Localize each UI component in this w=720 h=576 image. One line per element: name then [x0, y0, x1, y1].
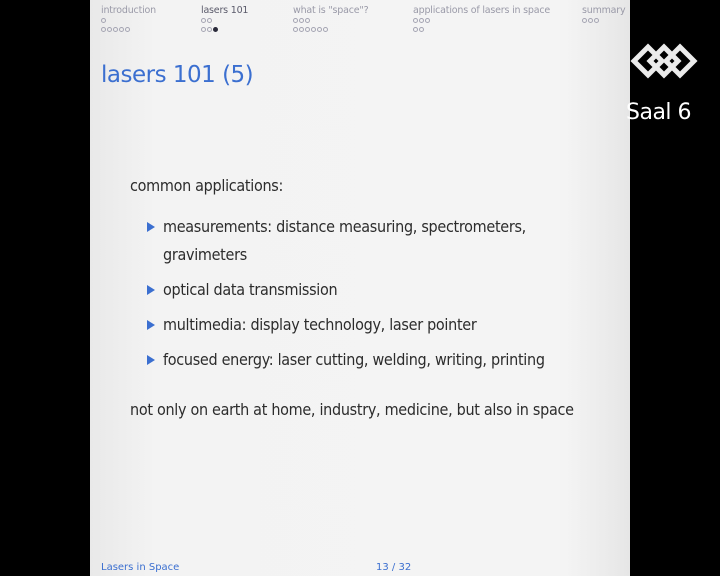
frame-dot[interactable] [305, 18, 310, 23]
nav-dots [201, 16, 248, 34]
nav-section-title: summary [582, 5, 626, 16]
bullet-list [130, 213, 610, 374]
bullet-triangle-icon [147, 355, 155, 365]
nav-dots [293, 16, 368, 34]
frame-dot[interactable] [594, 18, 599, 23]
bullet-triangle-icon [147, 320, 155, 330]
frame-dot[interactable] [317, 27, 322, 32]
nav-section-summary[interactable] [582, 5, 625, 25]
frame-dot[interactable] [425, 18, 430, 23]
nav-section-title: introduction [101, 5, 156, 16]
frame-dot[interactable] [293, 27, 298, 32]
frame-dot[interactable] [311, 27, 316, 32]
frame-dot[interactable] [207, 18, 212, 23]
nav-section-title: applications of lasers in space [413, 5, 551, 16]
list-item-text: multimedia: display technology, laser pointer [163, 315, 477, 334]
frame-dot[interactable] [101, 18, 106, 23]
room-label: Saal 6 [626, 100, 692, 125]
nav-section-lasers-101[interactable] [201, 5, 248, 34]
slide-body [130, 176, 610, 419]
frame-dot[interactable] [201, 18, 206, 23]
frame-dot[interactable] [293, 18, 298, 23]
frame-dot[interactable] [125, 27, 130, 32]
closing-text: not only on earth at home, industry, medicine, but also in space [130, 400, 574, 419]
nav-section-introduction[interactable] [101, 5, 156, 34]
frame-dot[interactable] [207, 27, 212, 32]
list-item [147, 346, 610, 374]
frame-dot[interactable] [413, 27, 418, 32]
frame-dot[interactable] [419, 18, 424, 23]
frame-dot[interactable] [299, 27, 304, 32]
slide [90, 0, 630, 576]
list-item [147, 311, 610, 339]
nav-section-title: lasers 101 [201, 5, 249, 16]
bullet-triangle-icon [147, 285, 155, 295]
nav-dots [413, 16, 550, 34]
frame-dot[interactable] [201, 27, 206, 32]
current-frame-dot[interactable] [213, 27, 218, 32]
frame-dot[interactable] [119, 27, 124, 32]
frame-dot[interactable] [113, 27, 118, 32]
section-navigation [90, 0, 630, 48]
nav-section-what-is-space[interactable] [293, 5, 368, 34]
bullet-triangle-icon [147, 222, 155, 232]
frame-dot[interactable] [419, 27, 424, 32]
slide-title: lasers 101 (5) [101, 62, 254, 88]
nav-section-applications[interactable] [413, 5, 550, 34]
list-item-text: focused energy: laser cutting, welding, writing, printing [163, 350, 545, 369]
nav-dots [101, 16, 156, 34]
frame-dot[interactable] [323, 27, 328, 32]
ccc-logo-icon [630, 28, 698, 94]
frame-dot[interactable] [101, 27, 106, 32]
frame-dot[interactable] [299, 18, 304, 23]
frame-dot[interactable] [305, 27, 310, 32]
footer-page-number: 13 / 32 [376, 562, 412, 573]
frame-dot[interactable] [107, 27, 112, 32]
list-item-text: measurements: distance measuring, spectrometers, gravimeters [163, 217, 526, 264]
intro-text: common applications: [130, 176, 284, 195]
frame-dot[interactable] [413, 18, 418, 23]
nav-dots [582, 16, 625, 25]
frame-dot[interactable] [582, 18, 587, 23]
nav-section-title: what is "space"? [293, 5, 369, 16]
footer-talk-title: Lasers in Space [101, 562, 180, 573]
frame-dot[interactable] [588, 18, 593, 23]
list-item-text: optical data transmission [163, 280, 338, 299]
list-item [147, 213, 610, 269]
list-item [147, 276, 610, 304]
